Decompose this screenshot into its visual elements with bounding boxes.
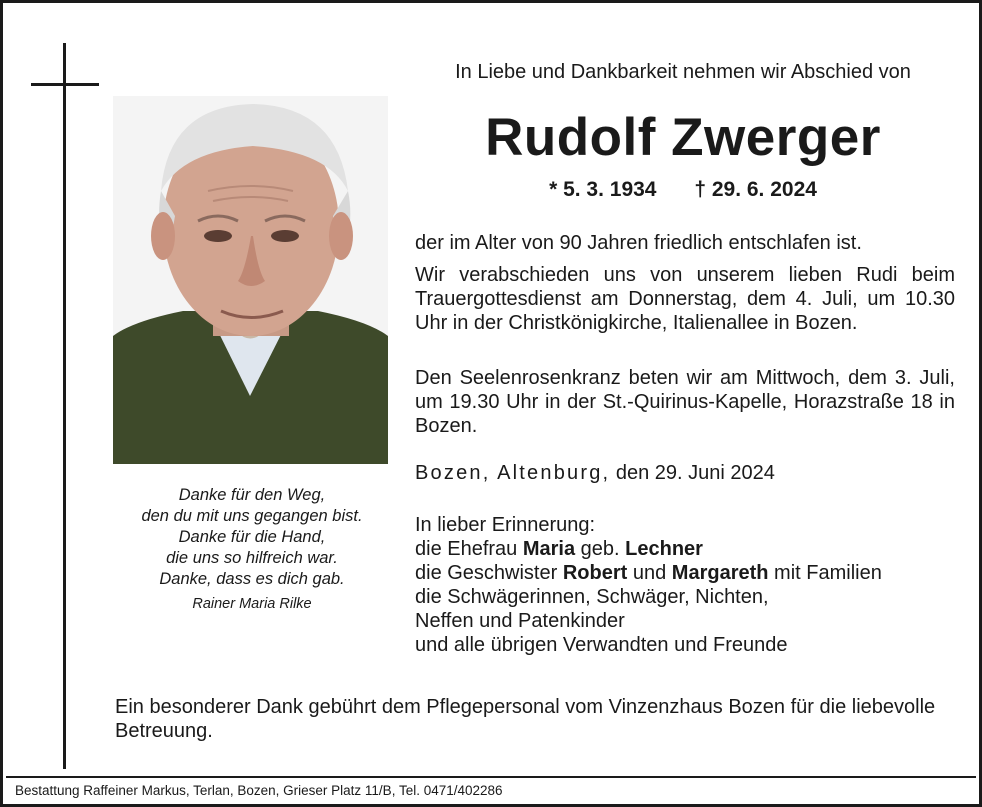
mourner-text: und (627, 562, 672, 584)
mourner-text: die Ehefrau (415, 538, 523, 560)
poem-line: Danke, dass es dich gab. (159, 570, 345, 588)
poem-line: den du mit uns gegangen bist. (141, 507, 363, 525)
place-date (415, 461, 955, 485)
service-text: Wir verabschieden uns von unserem lieben Rudi beim Trauergottesdienst am Donnerstag, dem 4. Juli, um 10.30 Uhr in der Christkönigkirche, Italienallee in Bozen. (415, 264, 955, 334)
mourner-siblings (415, 561, 955, 585)
mourner-name: Lechner (625, 538, 703, 560)
poem-author: Rainer Maria Rilke (192, 596, 312, 612)
mourner-line: und alle übrigen Verwandten und Freunde (415, 634, 788, 656)
poem-line: die uns so hilfreich war. (166, 549, 338, 567)
funeral-home-info: Bestattung Raffeiner Markus, Terlan, Bozen, Grieser Platz 11/B, Tel. 0471/402286 (15, 783, 503, 798)
portrait-photo (113, 96, 388, 464)
mourner-spouse (415, 537, 955, 561)
deceased-name: Rudolf Zwerger (485, 108, 881, 167)
mourners-list (415, 513, 955, 657)
place: Bozen, Altenburg, (415, 462, 611, 484)
age-text: der im Alter von 90 Jahren friedlich entschlafen ist. (415, 232, 862, 254)
mourner-name: Maria (522, 538, 576, 560)
mourner-name: Margareth (671, 562, 769, 584)
intro-text: In Liebe und Dankbarkeit nehmen wir Abschied von (455, 61, 911, 83)
poem-line: Danke für den Weg, (178, 486, 326, 504)
mourner-text: die Geschwister (415, 562, 563, 584)
cross-icon-crossbar (31, 83, 99, 86)
birth-date: * 5. 3. 1934 (549, 178, 657, 201)
poem-line: Danke für die Hand, (178, 528, 326, 546)
portrait-illustration (113, 96, 388, 464)
mourner-name: Robert (562, 562, 628, 584)
thanks-text: Ein besonderer Dank gebührt dem Pflegepersonal vom Vinzenzhaus Bozen für die liebevolle Betreuung. (115, 696, 936, 742)
mourners-header: In lieber Erinnerung: (415, 514, 596, 536)
mourner-text: mit Familien (768, 562, 882, 584)
life-dates (413, 178, 953, 202)
cross-icon (63, 43, 66, 769)
mourner-line: die Schwägerinnen, Schwäger, Nichten, (415, 586, 769, 608)
mourner-text: geb. (575, 538, 626, 560)
mourner-line: Neffen und Patenkinder (415, 610, 625, 632)
poem (107, 485, 397, 615)
footer (6, 776, 976, 806)
rosary-text: Den Seelenrosenkranz beten wir am Mittwoch, dem 3. Juli, um 19.30 Uhr in der St.-Quirinus-Kapelle, Horazstraße 18 in Bozen. (415, 367, 955, 437)
death-date: † 29. 6. 2024 (694, 178, 817, 201)
notice-date: den 29. Juni 2024 (615, 462, 775, 484)
